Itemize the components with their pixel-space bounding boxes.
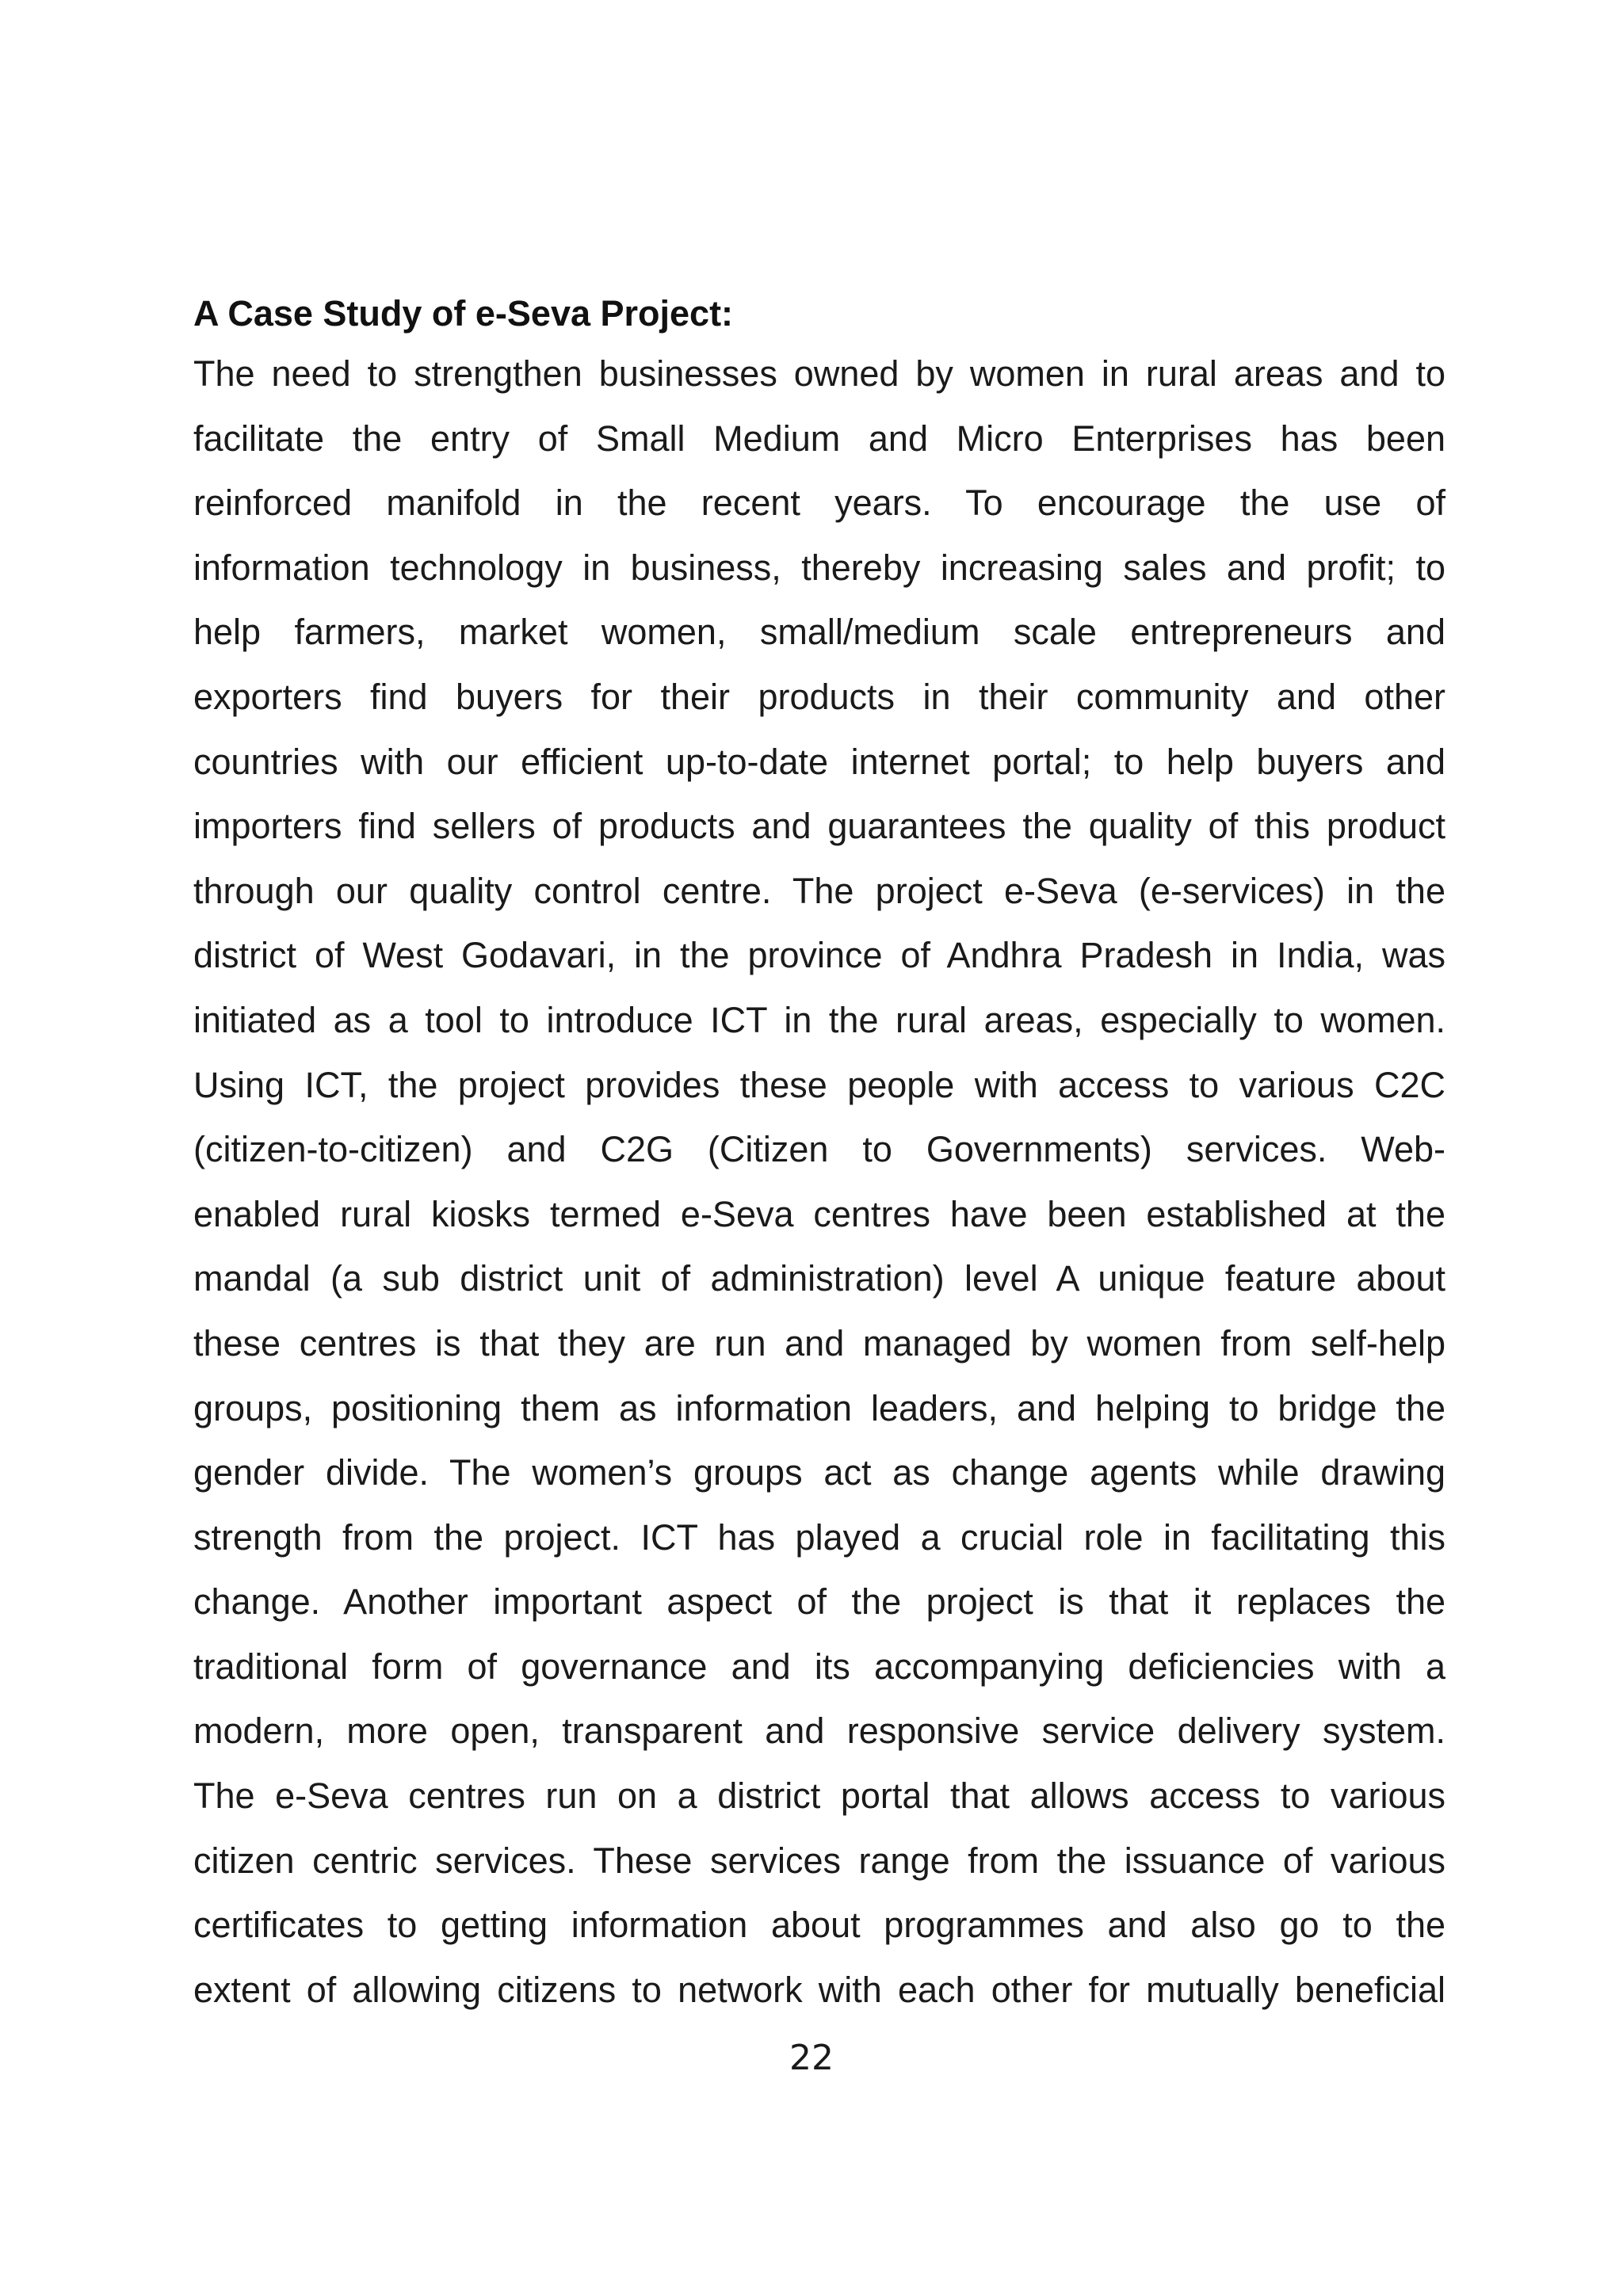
paragraph-line: change. Another important aspect of the project is that it replaces the bbox=[193, 1581, 1445, 1623]
paragraph-line: gender divide. The women’s groups act as change agents while drawing bbox=[193, 1452, 1445, 1493]
paragraph-line: certificates to getting information about programmes and also go to the bbox=[193, 1905, 1445, 1946]
body-paragraph bbox=[193, 341, 1445, 2022]
paragraph-line: information technology in business, thereby increasing sales and profit; to bbox=[193, 547, 1445, 588]
paragraph-line: citizen centric services. These services range from the issuance of various bbox=[193, 1840, 1445, 1881]
page-number: 22 bbox=[789, 2038, 834, 2078]
paragraph-line: traditional form of governance and its accompanying deficiencies with a bbox=[193, 1646, 1445, 1687]
paragraph-line: The e-Seva centres run on a district portal that allows access to various bbox=[193, 1775, 1445, 1817]
paragraph-line: help farmers, market women, small/medium scale entrepreneurs and bbox=[193, 612, 1445, 653]
paragraph-line: modern, more open, transparent and responsive service delivery system. bbox=[193, 1711, 1445, 1752]
section-heading: A Case Study of e-Seva Project: bbox=[193, 293, 734, 334]
paragraph-line: initiated as a tool to introduce ICT in the rural areas, especially to women. bbox=[193, 999, 1445, 1040]
paragraph-line: exporters find buyers for their products in their community and other bbox=[193, 676, 1445, 717]
paragraph-line: mandal (a sub district unit of administration) level A unique feature about bbox=[193, 1258, 1445, 1299]
paragraph-line: reinforced manifold in the recent years. To encourage the use of bbox=[193, 482, 1445, 524]
paragraph-line: groups, positioning them as information leaders, and helping to bridge the bbox=[193, 1387, 1445, 1428]
paragraph-line: Using ICT, the project provides these people with access to various C2C bbox=[193, 1064, 1445, 1105]
paragraph-line: through our quality control centre. The project e-Seva (e-services) in the bbox=[193, 870, 1445, 911]
paragraph-line: importers find sellers of products and guarantees the quality of this product bbox=[193, 806, 1445, 847]
paragraph-line: The need to strengthen businesses owned by women in rural areas and to bbox=[193, 353, 1445, 394]
paragraph-line: district of West Godavari, in the province of Andhra Pradesh in India, was bbox=[193, 935, 1445, 976]
paragraph-line: these centres is that they are run and managed by women from self-help bbox=[193, 1322, 1445, 1363]
paragraph-line: countries with our efficient up-to-date internet portal; to help buyers and bbox=[193, 741, 1445, 782]
paragraph-line: extent of allowing citizens to network with each other for mutually beneficial bbox=[193, 1969, 1445, 2010]
paragraph-line: (citizen-to-citizen) and C2G (Citizen to Governments) services. Web- bbox=[193, 1129, 1445, 1170]
paragraph-line: enabled rural kiosks termed e-Seva centres have been established at the bbox=[193, 1193, 1445, 1234]
paragraph-line: strength from the project. ICT has played a crucial role in facilitating this bbox=[193, 1516, 1445, 1558]
paragraph-line: facilitate the entry of Small Medium and Micro Enterprises has been bbox=[193, 418, 1445, 459]
